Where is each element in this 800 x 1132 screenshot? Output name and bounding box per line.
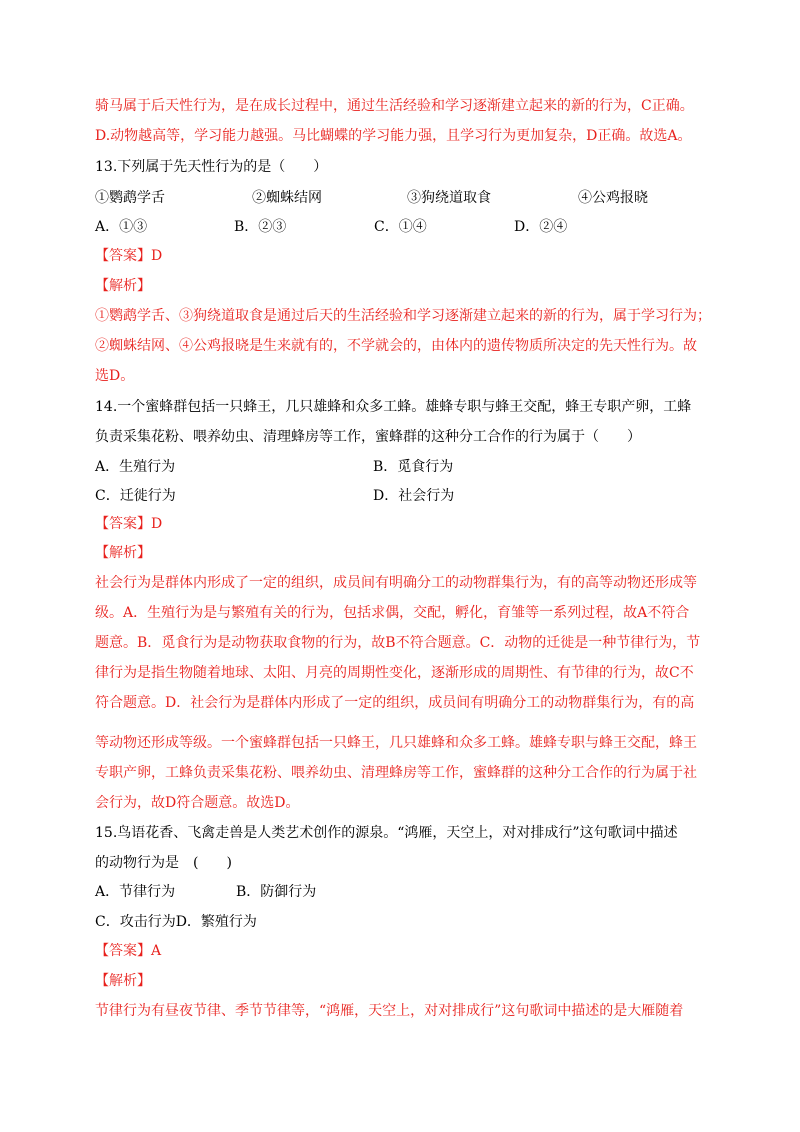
q14-analysis-line-4: 律行为是指生物随着地球、太阳、月亮的周期性变化，逐渐形成的周期性、有节律的行为，故C不 xyxy=(95,665,694,681)
q15-analysis-tag: 【解析】 xyxy=(95,973,151,989)
q13-analysis-line-2: ②蜘蛛结网、④公鸡报晓是生来就有的，不学就会的，由体内的遗传物质所决定的先天性行为。故 xyxy=(95,338,697,354)
q14-stem-line-1: 14.一个蜜蜂群包括一只蜂王，几只雄蜂和众多工蜂。雄蜂专职与蜂王交配，蜂王专职产卵，工蜂 xyxy=(95,399,692,415)
q14-option-a: A．生殖行为 xyxy=(95,459,176,475)
q14-analysis-line-2: 级。A．生殖行为是与繁殖有关的行为，包括求偶，交配，孵化，育雏等一系列过程，故A不符合 xyxy=(95,605,690,621)
q15-answer-tag: 【答案】 xyxy=(95,943,151,959)
q14-analysis-line-8: 会行为，故D符合题意。故选D。 xyxy=(95,795,300,811)
q14-answer-value: D xyxy=(151,516,163,532)
q13-item-4: ④公鸡报晓 xyxy=(578,190,648,206)
q13-analysis-line-1: ①鹦鹉学舌、③狗绕道取食是通过后天的生活经验和学习逐渐建立起来的新的行为，属于学习行为； xyxy=(95,308,711,324)
q13-item-1: ①鹦鹉学舌 xyxy=(95,190,165,206)
q15-analysis-line-1: 节律行为有昼夜节律、季节节律等，“鸿雁，天空上，对对排成行”这句歌词中描述的是大雁随着 xyxy=(95,1003,684,1019)
q14-analysis-line-6: 等动物还形成等级。一个蜜蜂群包括一只蜂王，几只雄蜂和众多工蜂。雄蜂专职与蜂王交配，蜂王 xyxy=(95,735,697,751)
q15-answer-row xyxy=(95,941,161,961)
q14-analysis-tag: 【解析】 xyxy=(95,545,151,561)
q15-answer-value: A xyxy=(151,943,162,959)
q14-analysis-line-1: 社会行为是群体内形成了一定的组织，成员间有明确分工的动物群集行为，有的高等动物还形成等 xyxy=(95,575,697,591)
q15-stem-line-1: 15.鸟语花香、飞禽走兽是人类艺术创作的源泉。“鸿雁，天空上，对对排成行”这句歌词中描述 xyxy=(95,825,678,841)
q15-analysis-row xyxy=(95,971,151,991)
q13-option-d: D．②④ xyxy=(514,219,568,235)
q14-answer-tag: 【答案】 xyxy=(95,516,151,532)
q14-option-b: B．觅食行为 xyxy=(373,459,454,475)
q13-analysis-row xyxy=(95,276,151,296)
q15-option-b: B．防御行为 xyxy=(236,884,317,900)
q14-option-c: C．迁徙行为 xyxy=(95,488,176,504)
q13-analysis-tag: 【解析】 xyxy=(95,278,151,294)
q15-option-c-d: C．攻击行为D．繁殖行为 xyxy=(95,914,257,930)
q14-analysis-line-3: 题意。B．觅食行为是动物获取食物的行为，故B不符合题意。C．动物的迁徙是一种节律行为，节 xyxy=(95,635,701,651)
q13-answer-row xyxy=(95,246,162,266)
q14-analysis-line-5: 符合题意。D．社会行为是群体内形成了一定的组织，成员间有明确分工的动物群集行为，有的高 xyxy=(95,695,695,711)
q13-item-2: ②蜘蛛结网 xyxy=(252,190,322,206)
q13-option-c: C．①④ xyxy=(374,219,427,235)
q14-answer-row xyxy=(95,514,162,534)
q14-stem-line-2: 负责采集花粉、喂养幼虫、清理蜂房等工作，蜜蜂群的这种分工合作的行为属于（ ） xyxy=(95,429,641,445)
q13-option-a: A．①③ xyxy=(95,219,148,235)
q14-analysis-row xyxy=(95,543,151,563)
q14-analysis-line-7: 专职产卵，工蜂负责采集花粉、喂养幼虫、清理蜂房等工作，蜜蜂群的这种分工合作的行为属于社 xyxy=(95,765,697,781)
prev-explanation-line-2: D.动物越高等，学习能力越强。马比蝴蝶的学习能力强，且学习行为更加复杂，D正确。故选A。 xyxy=(95,128,692,144)
q14-option-d: D．社会行为 xyxy=(373,488,455,504)
q13-answer-value: D xyxy=(151,248,163,264)
q13-analysis-line-3: 选D。 xyxy=(95,368,135,384)
q15-option-a: A．节律行为 xyxy=(95,884,176,900)
q13-item-3: ③狗绕道取食 xyxy=(407,190,491,206)
q13-option-b: B．②③ xyxy=(234,219,287,235)
q13-stem: 13.下列属于先天性行为的是（ ） xyxy=(95,159,328,175)
q15-stem-line-2: 的动物行为是 ( ) xyxy=(95,855,232,871)
q13-answer-tag: 【答案】 xyxy=(95,248,151,264)
prev-explanation-line-1: 骑马属于后天性行为，是在成长过程中，通过生活经验和学习逐渐建立起来的新的行为，C正确。 xyxy=(95,98,694,114)
